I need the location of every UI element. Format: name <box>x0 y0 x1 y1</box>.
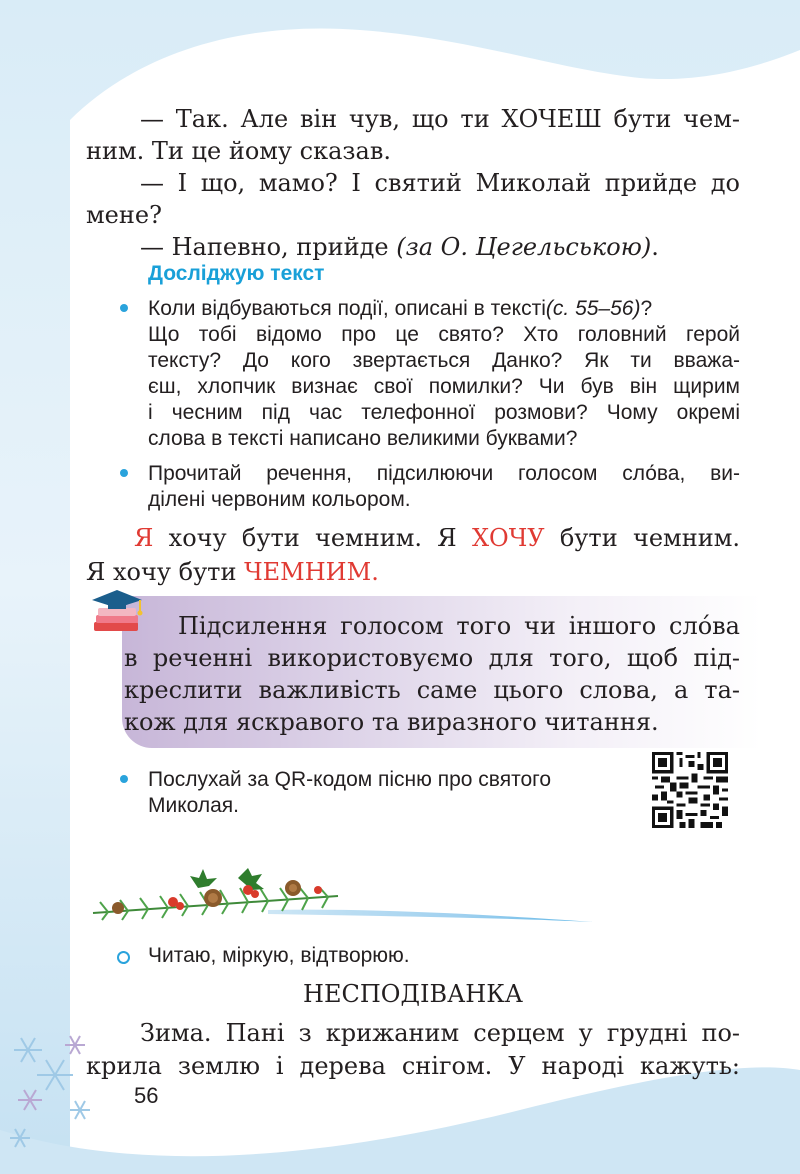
rule-line: креслити важливість саме цього слова, а та- <box>124 676 740 704</box>
page-reference: (с. 55–56) <box>545 297 641 320</box>
question-1-line-end: ? <box>640 297 653 320</box>
dialogue-line-3-text: — Напевно, прийде <box>140 233 389 261</box>
example-text: бути чемним. <box>559 524 740 552</box>
qr-task <box>148 767 618 819</box>
question-1-line: слова в тексті написано великими буквами? <box>148 427 578 450</box>
dialogue-line-2b: мене? <box>86 201 162 229</box>
rule-line: Підсилення голосом того чи іншого сло́ва <box>178 612 740 640</box>
qr-task-line: Послухай за QR-кодом пісню про святого <box>148 768 552 791</box>
question-1-line: Коли відбуваються події, описані в тексті <box>148 297 546 320</box>
example-line-2 <box>86 556 740 588</box>
question-1-line: тексту? До кого звертається Данко? Як ти вважа- <box>148 349 740 372</box>
question-1-line: єш, хлопчик визнає свої помилки? Чи був він щирим <box>148 375 740 398</box>
question-1 <box>148 296 740 452</box>
dialogue-line-1b: ним. Ти це йому сказав. <box>86 137 391 165</box>
task-2: Читаю, міркую, відтворюю. <box>148 944 410 967</box>
bullet-icon <box>120 775 128 783</box>
rule-text <box>124 610 740 738</box>
question-2-line: Прочитай речення, підсилюючи голосом сло́ва, ви- <box>148 462 740 485</box>
highlighted-word: ХОЧУ <box>471 524 545 552</box>
dialogue-line-3 <box>140 231 740 263</box>
page-number: 56 <box>134 1083 159 1108</box>
rule-line: в реченні використовуємо для того, щоб під- <box>124 644 740 672</box>
pine-garland-illustration <box>88 858 598 928</box>
highlighted-word: ЧЕМНИМ. <box>244 558 379 586</box>
highlighted-word: Я <box>134 524 154 552</box>
story-title: НЕСПОДІВАНКА <box>303 980 523 1008</box>
bullet-icon <box>120 469 128 477</box>
question-1-line: і чесним під час телефонної розмови? Чому окремі <box>148 401 740 424</box>
example-text: Я хочу бути <box>86 558 237 586</box>
source-citation: (за О. Цегельською) <box>396 233 652 261</box>
story-line-2: крила землю і дерева снігом. У народі кажуть: <box>86 1052 740 1080</box>
dialogue-line-3-end: . <box>651 233 659 261</box>
dialogue-line-2a: — І що, мамо? І святий Миколай прийде до <box>140 169 740 197</box>
example-text: хочу бути чемним. Я <box>168 524 457 552</box>
ring-bullet-icon <box>117 951 130 964</box>
qr-task-line: Миколая. <box>148 794 240 817</box>
question-2 <box>148 461 740 513</box>
question-1-line: Що тобі відомо про це свято? Хто головний герой <box>148 323 740 346</box>
bullet-icon <box>120 304 128 312</box>
section-heading: Досліджую текст <box>148 262 325 285</box>
dialogue-line-1a: — Так. Але він чув, що ти ХОЧЕШ бути чем- <box>140 105 740 133</box>
example-line-1 <box>86 522 740 554</box>
qr-code[interactable] <box>652 752 728 828</box>
question-2-line: ділені червоним кольором. <box>148 488 411 511</box>
rule-line: кож для яскравого та виразного читання. <box>124 708 659 736</box>
story-line-1: Зима. Пані з крижаним серцем у грудні по- <box>140 1019 740 1047</box>
